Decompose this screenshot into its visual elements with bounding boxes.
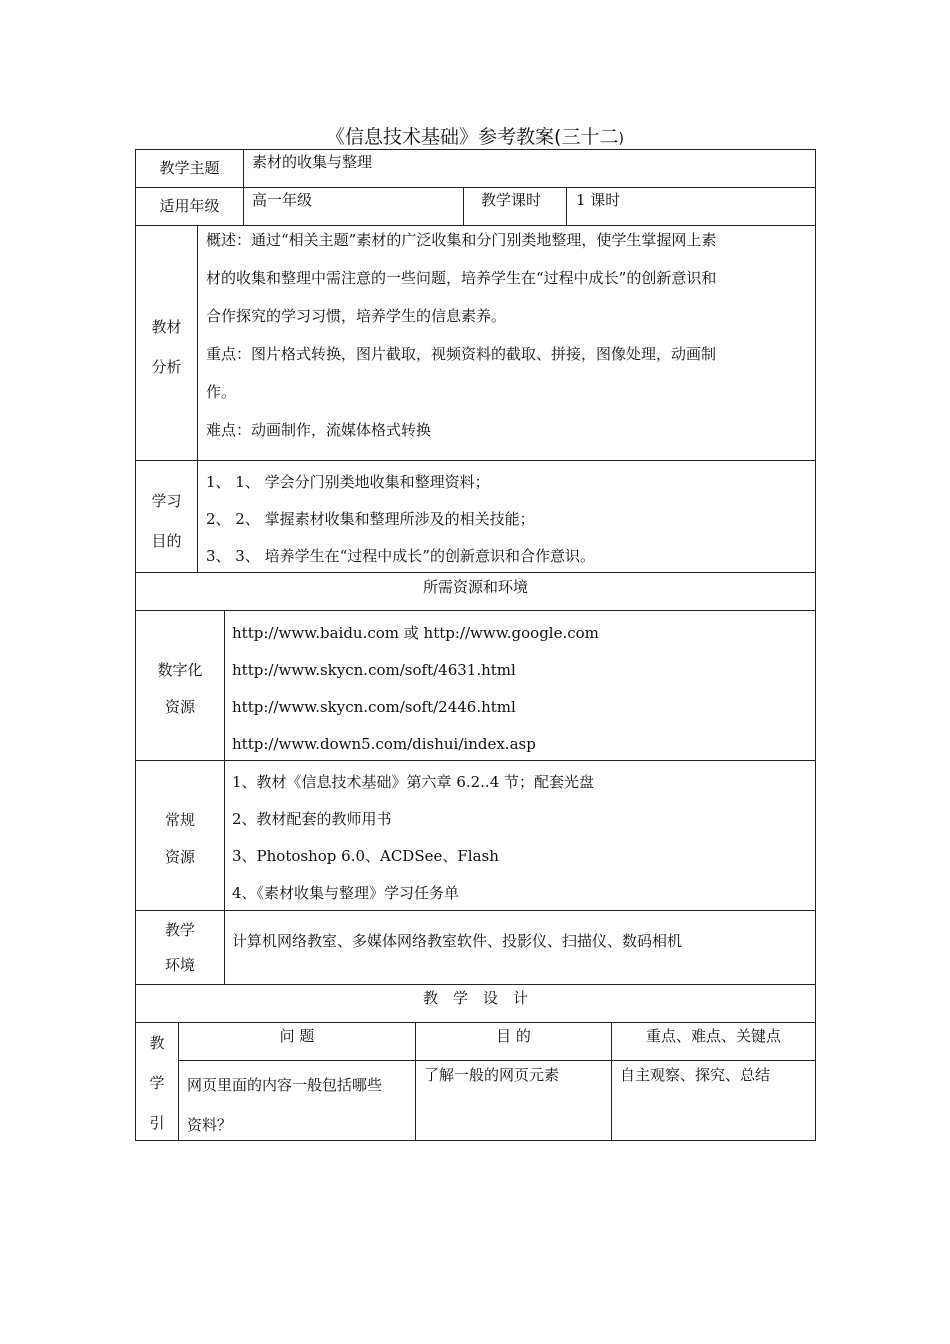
list-item: 4、《素材收集与整理》学习任务单 (232, 884, 460, 902)
design-purpose-cell: 了解一般的网页元素 (424, 1066, 560, 1084)
list-item: http://www.skycn.com/soft/2446.html (232, 698, 516, 716)
objectives-list (206, 464, 812, 575)
grade-value: 高一年级 (252, 191, 313, 209)
regular-resources-list (232, 764, 812, 912)
table-row-divider (135, 460, 816, 461)
topic-value: 素材的收集与整理 (252, 153, 373, 171)
topic-label: 教学主题 (159, 159, 220, 177)
hours-value: 1 课时 (576, 191, 621, 209)
column-header-question: 问 题 (279, 1027, 315, 1045)
table-border-right (815, 149, 816, 1141)
list-item: 2、教材配套的教师用书 (232, 810, 392, 828)
material-analysis-text: 概述：通过“相关主题”素材的广泛收集和分门别类地整理，使学生掌握网上素 材的收集和整理中需注意的一些问题，培养学生在“过程中成长”的创新意识和 合作探究的学习习惯，培养学生的信息素养。 重点：图片格式转换，图片截取，视频资料的截取、拼接，图像处理，动画制 作。 难点：动画制作，流媒体格式转换 (206, 231, 717, 439)
list-item: 3、Photoshop 6.0、ACDSee、Flash (232, 847, 499, 865)
list-item: http://www.down5.com/dishui/index.asp (232, 735, 536, 753)
column-header-key-points: 重点、难点、关键点 (645, 1027, 781, 1045)
list-item: http://www.skycn.com/soft/4631.html (232, 661, 516, 679)
table-row-divider (135, 610, 816, 611)
objectives-label: 学习 目的 (151, 492, 182, 550)
table-col-divider (197, 225, 198, 573)
table-border-top (135, 149, 816, 150)
list-item: 1、教材《信息技术基础》第六章 6.2..4 节；配套光盘 (232, 773, 595, 791)
environment-value: 计算机网络教室、多媒体网络教室软件、投影仪、扫描仪、数码相机 (232, 932, 683, 950)
table-row-divider (135, 984, 816, 985)
table-col-divider (224, 610, 225, 985)
design-question-cell: 网页里面的内容一般包括哪些 资料？ (187, 1076, 383, 1134)
list-item: 2、 2、 掌握素材收集和整理所涉及的相关技能； (206, 510, 535, 528)
list-item: 3、 3、 培养学生在“过程中成长”的创新意识和合作意识。 (206, 547, 595, 565)
material-analysis-label: 教材 分析 (151, 318, 182, 376)
table-row-divider (135, 187, 816, 188)
table-row-divider (178, 1060, 816, 1061)
digital-resources-list (232, 615, 812, 763)
list-item: http://www.baidu.com 或 http://www.google.com (232, 624, 599, 642)
regular-resources-label: 常规 资源 (164, 811, 195, 866)
design-header: 教 学 设 计 (422, 989, 528, 1007)
design-key-cell: 自主观察、探究、总结 (620, 1066, 771, 1084)
document-title: 《信息技术基础》参考教案(三十二) (326, 126, 624, 148)
list-item: 1、 1、 学会分门别类地收集和整理资料； (206, 473, 490, 491)
table-col-divider (243, 149, 244, 226)
digital-resources-label: 数字化 资源 (157, 661, 203, 716)
hours-label: 教学课时 (481, 191, 542, 209)
resources-header: 所需资源和环境 (422, 578, 528, 596)
table-row-divider (135, 1022, 816, 1023)
design-side-label: 教 学 引 (149, 1034, 165, 1132)
column-header-purpose: 目 的 (496, 1027, 531, 1045)
grade-label: 适用年级 (159, 197, 220, 215)
environment-label: 教学 环境 (164, 921, 195, 974)
